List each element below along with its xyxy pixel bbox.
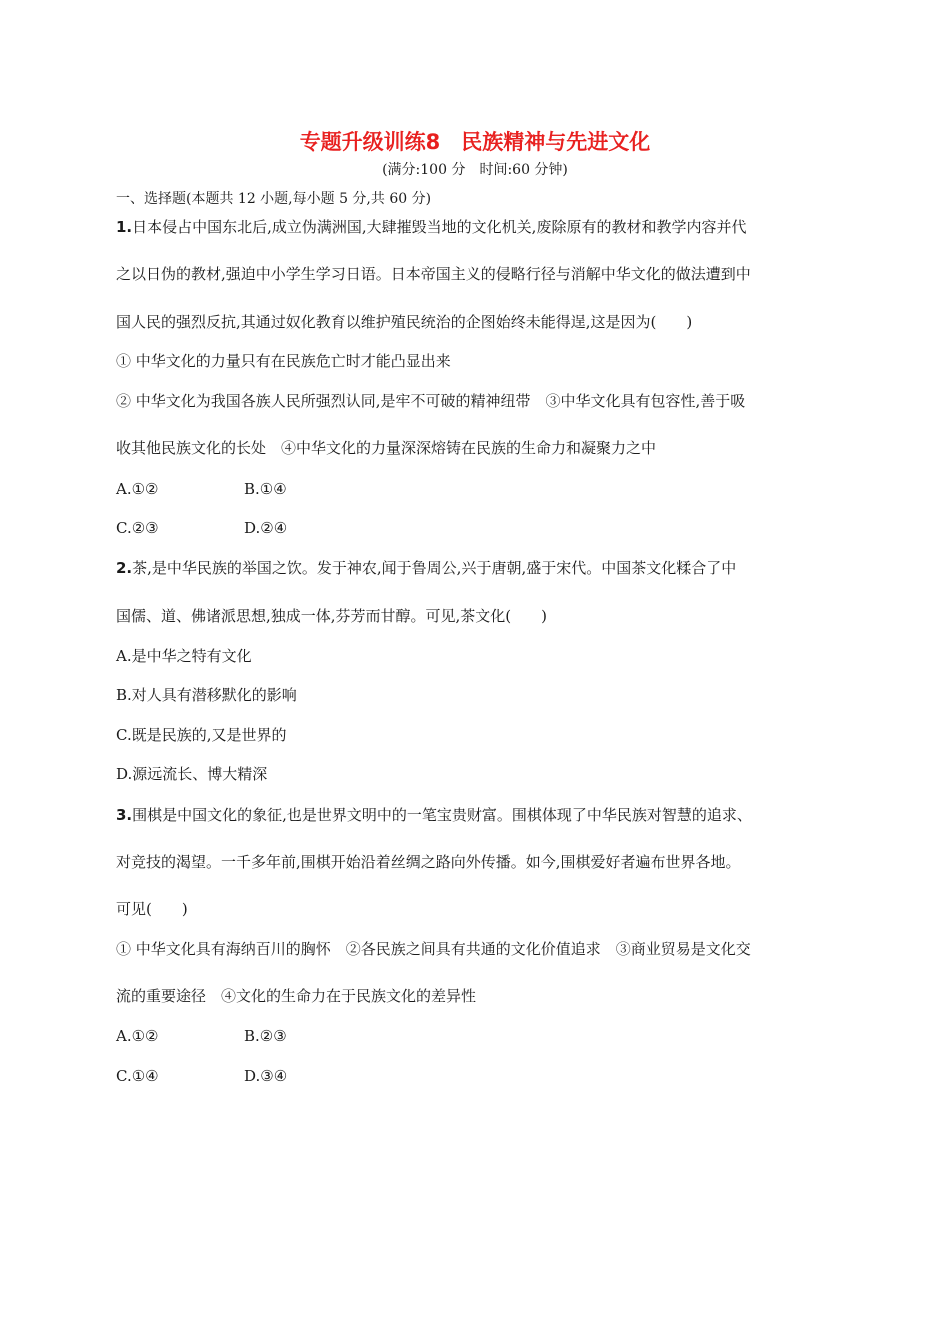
question-1-statement-1: ① 中华文化的力量只有在民族危亡时才能凸显出来 (116, 352, 451, 370)
question-1-option-a[interactable]: A.①② (116, 480, 159, 498)
question-1-line-3: 国人民的强烈反抗,其通过奴化教育以维护殖民统治的企图始终未能得逞,这是因为( ) (116, 313, 693, 331)
question-2-line-1: 2.茶,是中华民族的举国之饮。发于神农,闻于鲁周公,兴于唐朝,盛于宋代。中国茶文化糅合了中 (116, 559, 737, 577)
question-number: 2. (116, 559, 133, 577)
question-3-line-2: 对竞技的渴望。一千多年前,围棋开始沿着丝绸之路向外传播。如今,围棋爱好者遍布世界各地。 (116, 853, 741, 871)
question-2-option-d[interactable]: D.源远流长、博大精深 (116, 765, 268, 783)
question-1-statement-2: ② 中华文化为我国各族人民所强烈认同,是牢不可破的精神纽带 ③中华文化具有包容性,善于吸 (116, 392, 746, 410)
question-2-option-b[interactable]: B.对人具有潜移默化的影响 (116, 686, 297, 704)
question-2-line-2: 国儒、道、佛诸派思想,独成一体,芬芳而甘醇。可见,茶文化( ) (116, 607, 548, 625)
question-number: 1. (116, 218, 133, 236)
question-3-line-3: 可见( ) (116, 900, 188, 918)
section-heading: 一、选择题(本题共 12 小题,每小题 5 分,共 60 分) (116, 191, 432, 207)
question-3-option-c[interactable]: C.①④ (116, 1067, 159, 1085)
question-2-option-a[interactable]: A.是中华之特有文化 (116, 647, 252, 665)
question-1-line-2: 之以日伪的教材,强迫中小学生学习日语。日本帝国主义的侵略行径与消解中华文化的做法遭到中 (116, 265, 751, 283)
question-1-option-c[interactable]: C.②③ (116, 519, 159, 537)
question-3-statement-1: ① 中华文化具有海纳百川的胸怀 ②各民族之间具有共通的文化价值追求 ③商业贸易是文化交 (116, 940, 751, 958)
question-1-statement-3: 收其他民族文化的长处 ④中华文化的力量深深熔铸在民族的生命力和凝聚力之中 (116, 439, 657, 457)
exam-meta: (满分:100 分 时间:60 分钟) (382, 162, 568, 178)
question-1-option-b[interactable]: B.①④ (244, 480, 287, 498)
question-3-line-1: 3.围棋是中国文化的象征,也是世界文明中的一笔宝贵财富。围棋体现了中华民族对智慧的追求、 (116, 806, 752, 824)
question-1-option-d[interactable]: D.②④ (244, 519, 288, 537)
question-3-option-d[interactable]: D.③④ (244, 1067, 288, 1085)
question-3-option-a[interactable]: A.①② (116, 1027, 159, 1045)
question-2-option-c[interactable]: C.既是民族的,又是世界的 (116, 726, 287, 744)
question-3-option-b[interactable]: B.②③ (244, 1027, 287, 1045)
question-3-statement-2: 流的重要途径 ④文化的生命力在于民族文化的差异性 (116, 987, 477, 1005)
page-title: 专题升级训练8 民族精神与先进文化 (299, 130, 651, 154)
question-1-line-1: 1.日本侵占中国东北后,成立伪满洲国,大肆摧毁当地的文化机关,废除原有的教材和教学内容并代 (116, 218, 747, 236)
question-number: 3. (116, 806, 133, 824)
